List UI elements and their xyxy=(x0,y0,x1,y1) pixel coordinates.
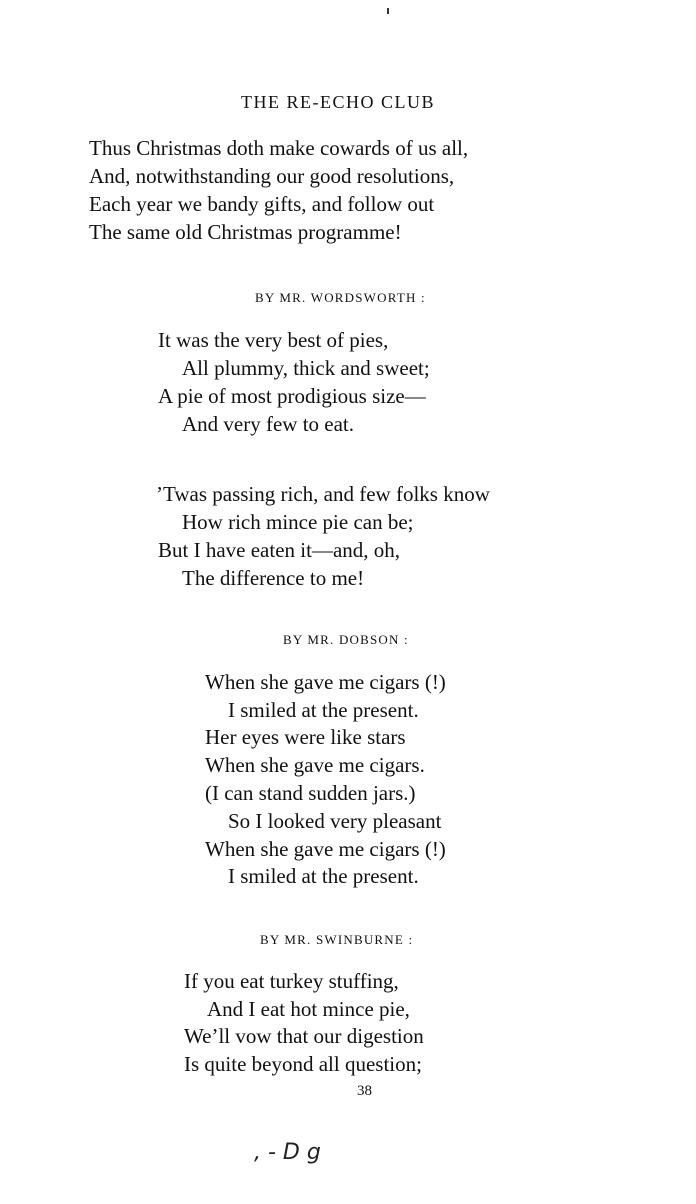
scan-footer-mark: , - D g xyxy=(254,1140,321,1165)
poem-line: We’ll vow that our digestion xyxy=(184,1024,424,1048)
poem-line: I smiled at the present. xyxy=(228,864,419,888)
page-title: THE RE-ECHO CLUB xyxy=(241,92,435,112)
intro-line: Each year we bandy gifts, and follow out xyxy=(89,192,435,216)
poem-line: And very few to eat. xyxy=(182,412,355,436)
scan-speck xyxy=(387,8,389,14)
byline-wordsworth: BY MR. WORDSWORTH : xyxy=(255,290,426,305)
poem-line: (I can stand sudden jars.) xyxy=(205,781,416,805)
intro-line: And, notwithstanding our good resolutions, xyxy=(89,164,455,188)
page-number: 38 xyxy=(357,1083,372,1099)
poem-line: Is quite beyond all question; xyxy=(184,1052,422,1076)
poem-line: Her eyes were like stars xyxy=(205,725,406,749)
poem-line: And I eat hot mince pie, xyxy=(207,997,410,1021)
poem-line: How rich mince pie can be; xyxy=(182,510,414,534)
poem-line: The difference to me! xyxy=(182,566,365,590)
intro-line: The same old Christmas programme! xyxy=(89,220,402,244)
byline-dobson: BY MR. DOBSON : xyxy=(283,632,409,647)
poem-line: When she gave me cigars. xyxy=(205,753,425,777)
poem-line: So I looked very pleasant xyxy=(228,809,442,833)
poem-line: When she gave me cigars (!) xyxy=(205,670,446,694)
poem-line: But I have eaten it—and, oh, xyxy=(158,538,401,562)
poem-line: It was the very best of pies, xyxy=(158,328,389,352)
poem-line: When she gave me cigars (!) xyxy=(205,837,446,861)
poem-line: ’Twas passing rich, and few folks know xyxy=(156,482,490,506)
poem-line: A pie of most prodigious size— xyxy=(158,384,426,408)
poem-line: If you eat turkey stuffing, xyxy=(184,969,399,993)
poem-line: All plummy, thick and sweet; xyxy=(182,356,430,380)
intro-line: Thus Christmas doth make cowards of us all, xyxy=(89,136,469,160)
byline-swinburne: BY MR. SWINBURNE : xyxy=(260,932,414,947)
poem-line: I smiled at the present. xyxy=(228,698,419,722)
